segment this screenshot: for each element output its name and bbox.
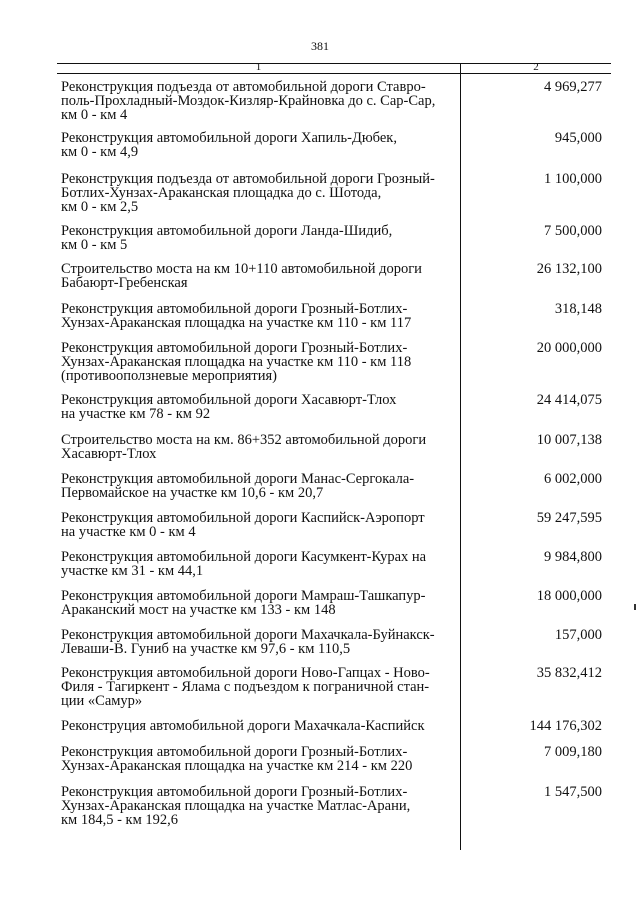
row-description: Реконструкция автомобильной дороги Касумкент-Курах на участке км 31 - км 44,1 <box>61 549 427 579</box>
row-amount: 144 176,302 <box>529 718 602 734</box>
row-amount: 6 002,000 <box>544 471 602 487</box>
row-amount: 24 414,075 <box>536 392 602 408</box>
row-amount: 18 000,000 <box>536 588 602 604</box>
row-description: Реконструкция автомобильной дороги Грозный-Ботлих- Хунзах-Араканская площадка на участке Матлас-Арани, км 184,5 - км 192,6 <box>61 784 411 828</box>
row-description: Строительство моста на км 10+110 автомобильной дороги Бабаюрт-Гребенская <box>61 261 422 291</box>
row-description: Реконструкция автомобильной дороги Ланда-Шидиб, км 0 - км 5 <box>61 223 393 253</box>
row-description: Реконструкция автомобильной дороги Грозный-Ботлих- Хунзах-Араканская площадка на участке км 214 - км 220 <box>61 744 413 774</box>
scan-edge-mark <box>634 604 636 610</box>
row-amount: 10 007,138 <box>536 432 602 448</box>
row-amount: 1 100,000 <box>544 171 602 187</box>
column-header-2: 2 <box>533 61 539 73</box>
row-amount: 9 984,800 <box>544 549 602 565</box>
row-description: Реконструкция автомобильной дороги Манас-Сергокала- Первомайское на участке км 10,6 - км 20,7 <box>61 471 415 501</box>
row-amount: 1 547,500 <box>544 784 602 800</box>
row-amount: 157,000 <box>554 627 602 643</box>
row-description: Реконструкция автомобильной дороги Мамраш-Ташкапур- Араканский мост на участке км 133 - км 148 <box>61 588 426 618</box>
row-description: Реконструкция подъезда от автомобильной дороги Грозный- Ботлих-Хунзах-Араканская площадка до с. Шотода, км 0 - км 2,5 <box>61 171 435 215</box>
row-description: Реконструкция автомобильной дороги Хасавюрт-Тлох на участке км 78 - км 92 <box>61 392 397 422</box>
row-description: Реконструция автомобильной дороги Махачкала-Каспийск <box>61 718 425 734</box>
row-description: Реконструкция автомобильной дороги Хапиль-Дюбек, км 0 - км 4,9 <box>61 130 397 160</box>
row-amount: 20 000,000 <box>536 340 602 356</box>
row-amount: 59 247,595 <box>536 510 602 526</box>
row-description: Реконструкция автомобильной дороги Каспийск-Аэропорт на участке км 0 - км 4 <box>61 510 425 540</box>
page-number: 381 <box>311 39 329 53</box>
row-amount: 26 132,100 <box>536 261 602 277</box>
row-description: Реконструкция автомобильной дороги Грозный-Ботлих- Хунзах-Араканская площадка на участке км 110 - км 118 (противооползневые мероприятия) <box>61 340 412 384</box>
row-amount: 4 969,277 <box>544 79 602 95</box>
header-underline <box>57 73 611 74</box>
row-amount: 35 832,412 <box>536 665 602 681</box>
row-description: Реконструкция подъезда от автомобильной дороги Ставро- поль-Прохладный-Моздок-Кизляр-Крайновка до с. Сар-Сар, км 0 - км 4 <box>61 79 436 123</box>
row-description: Реконструкция автомобильной дороги Ново-Гапцах - Ново- Филя - Тагиркент - Ялама с подъездом к пограничной стан- ции «Самур» <box>61 665 430 709</box>
row-description: Реконструкция автомобильной дороги Махачкала-Буйнакск- Леваши-В. Гуниб на участке км 97,6 - км 110,5 <box>61 627 435 657</box>
row-description: Реконструкция автомобильной дороги Грозный-Ботлих- Хунзах-Араканская площадка на участке км 110 - км 117 <box>61 301 412 331</box>
budget-table <box>57 63 611 850</box>
row-amount: 318,148 <box>554 301 602 317</box>
row-amount: 7 500,000 <box>544 223 602 239</box>
row-amount: 7 009,180 <box>544 744 602 760</box>
column-header-1: 1 <box>255 61 262 73</box>
row-description: Строительство моста на км. 86+352 автомобильной дороги Хасавюрт-Тлох <box>61 432 427 462</box>
row-amount: 945,000 <box>554 130 602 146</box>
